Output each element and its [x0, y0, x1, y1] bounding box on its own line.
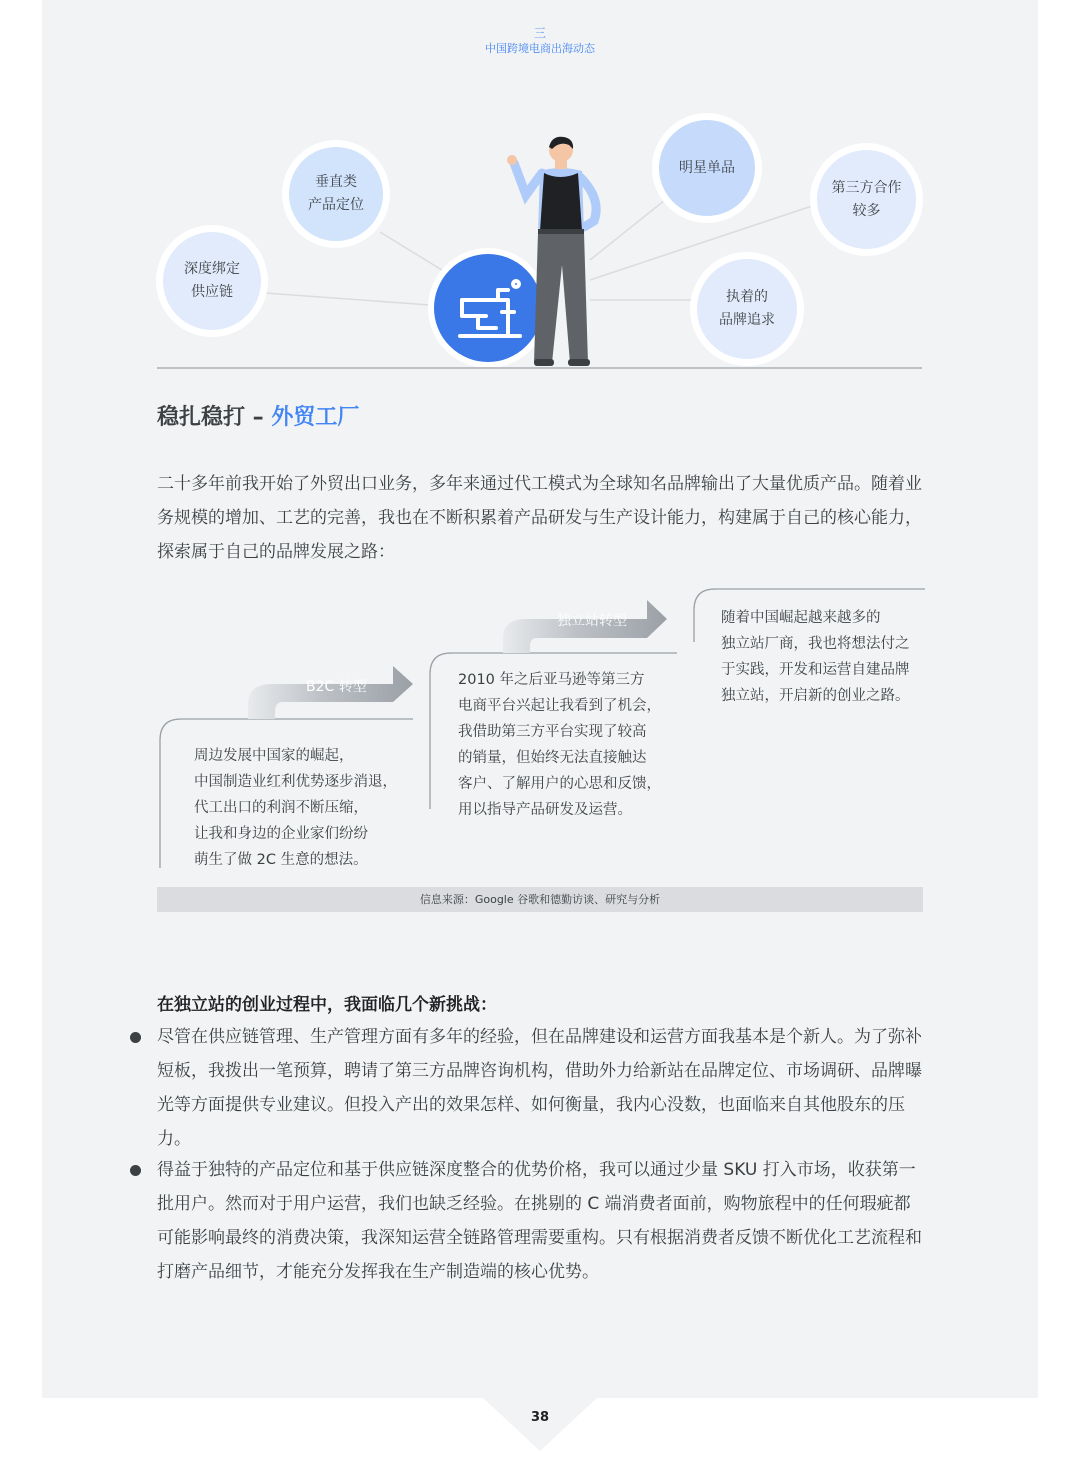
illustration-baseline — [157, 367, 922, 369]
bullet-dot — [130, 1032, 141, 1043]
title-prefix: 稳扎稳打 — [157, 405, 246, 430]
timeline-step-3: 随着中国崛起越来越多的 独立站厂商，我也将想法付之 于实践，开发和运营自建品牌 独立站，开启新的创业之路。 — [721, 610, 910, 704]
timeline-step-2: 2010 年之后亚马逊等第三方 电商平台兴起让我看到了机会， 我借助第三方平台实现了较高 的销量，但始终无法直接触达 客户、了解用户的心思和反馈， 用以指导产品研发及运营。 — [458, 672, 661, 818]
section-header-title: 中国跨境电商出海动态 — [485, 42, 595, 55]
bubble-supply-chain: 深度绑定 供应链 — [156, 225, 268, 337]
timeline-step-1: 周边发展中国家的崛起， 中国制造业红利优势逐步消退， 代工出口的利润不断压缩， 让我和身边的企业家们纷纷 萌生了做 2C 生意的想法。 — [194, 748, 397, 868]
bubble-star-product: 明星单品 — [652, 113, 762, 223]
title-accent: 外贸工厂 — [271, 405, 360, 430]
section-title — [157, 400, 359, 431]
page-number: 38 — [530, 1410, 550, 1425]
intro-paragraph: 二十多年前我开始了外贸出口业务，多年来通过代工模式为全球知名品牌输出了大量优质产品。随着业务规模的增加、工艺的完善，我也在不断积累着产品研发与生产设计能力，构建属于自己的核心能力，探索属于自己的品牌发展之路： — [157, 474, 922, 562]
arrow-b2c-label: B2C 转型 — [306, 679, 367, 695]
bullet-dot — [130, 1165, 141, 1176]
businessman-figure — [500, 135, 620, 370]
arrow-independent-label: 独立站转型 — [557, 613, 627, 629]
bubble-third-party: 第三方合作 较多 — [810, 143, 923, 256]
page-number-tab — [482, 1397, 598, 1453]
challenge-item-2: 得益于独特的产品定位和基于供应链深度整合的优势价格，我可以通过少量 SKU 打入市场，收获第一批用户。然而对于用户运营，我们也缺乏经验。在挑剔的 C 端消费者面前，购物旅程中的任何瑕疵都可能影响最终的消费决策，我深知运营全链路管理需要重构。只有根据消费者反馈不断优化工艺流程和打磨产品细节，才能充分发挥我在生产制造端的核心优势。 — [157, 1160, 922, 1282]
challenges-title: 在独立站的创业过程中，我面临几个新挑战： — [157, 995, 497, 1015]
bubble-brand-pursuit: 执着的 品牌追求 — [690, 252, 804, 366]
source-note: 信息来源：Google 谷歌和德勤访谈、研究与分析 — [157, 887, 923, 912]
title-dash: – — [245, 405, 272, 430]
bubble-vertical-positioning: 垂直类 产品定位 — [282, 140, 390, 248]
challenge-item-1: 尽管在供应链管理、生产管理方面有多年的经验，但在品牌建设和运营方面我基本是个新人。为了弥补短板，我拨出一笔预算，聘请了第三方品牌咨询机构，借助外力给新站在品牌定位、市场调研、品牌曝光等方面提供专业建议。但投入产出的效果怎样、如何衡量，我内心没数，也面临来自其他股东的压力。 — [157, 1027, 922, 1149]
section-number: 三 — [533, 26, 546, 40]
